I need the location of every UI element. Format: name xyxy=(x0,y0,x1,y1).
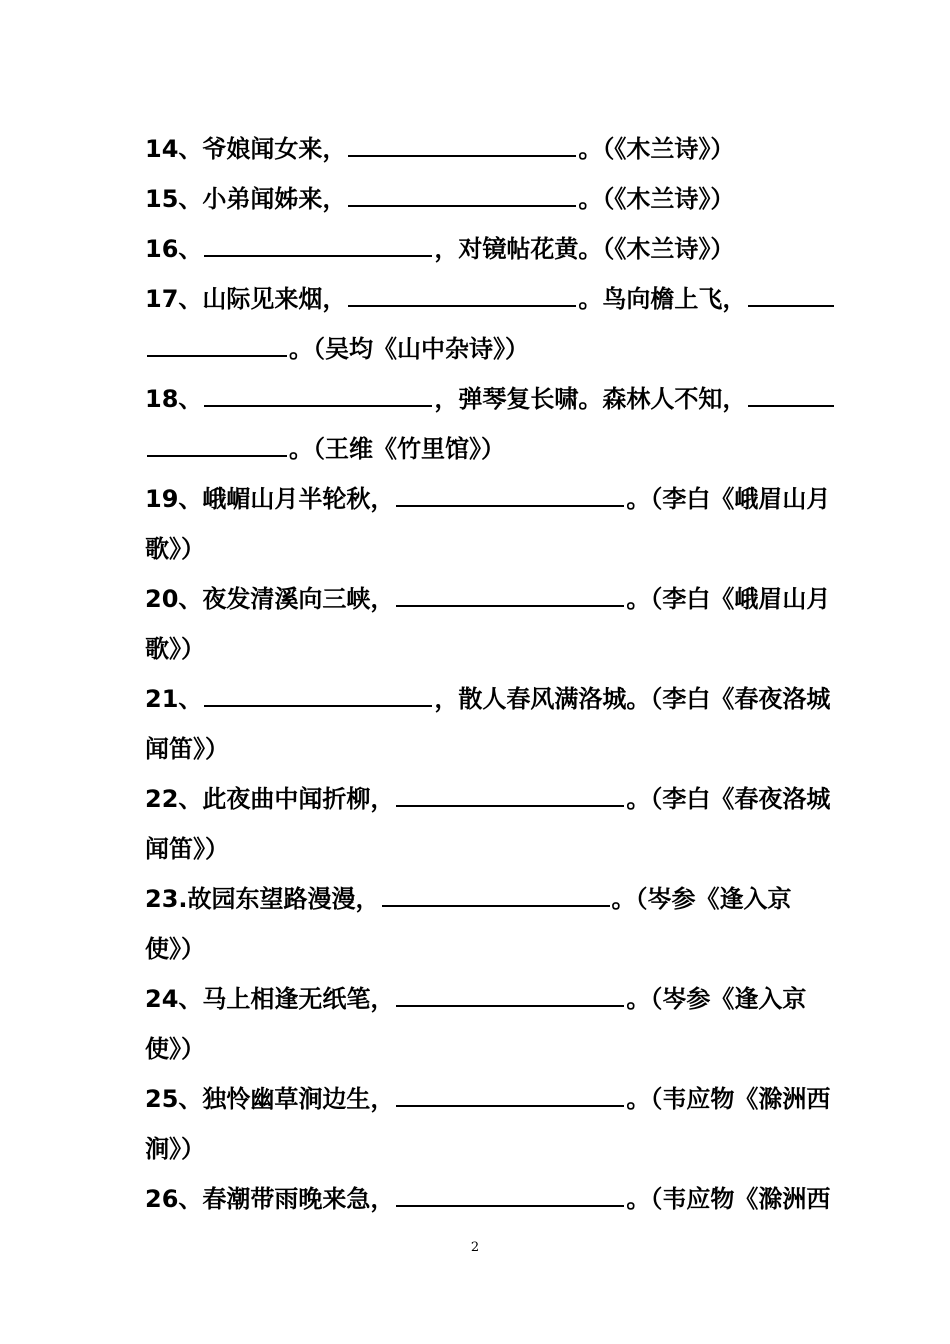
page-number: 2 xyxy=(470,1240,480,1255)
question-22 xyxy=(145,778,831,828)
question-source: 。（岑参《逢入京 xyxy=(626,985,807,1013)
answer-blank[interactable] xyxy=(396,983,624,1007)
question-text: 22、此夜曲中闻折柳， xyxy=(145,785,395,813)
question-18 xyxy=(145,378,810,428)
answer-blank[interactable] xyxy=(748,283,834,307)
answer-blank[interactable] xyxy=(348,183,576,207)
answer-blank[interactable] xyxy=(204,683,432,707)
question-text: 26、春潮带雨晚来急， xyxy=(145,1185,395,1213)
question-text: 23.故园东望路漫漫， xyxy=(145,885,380,913)
question-text: ，对镜帖花黄。（《木兰诗》） xyxy=(434,235,735,263)
question-number: 18、 xyxy=(145,385,203,413)
question-text: ，散人春风满洛城。（李白《春夜洛城 xyxy=(434,685,831,713)
question-24 xyxy=(145,978,810,1028)
question-text: 24、马上相逢无纸笔， xyxy=(145,985,395,1013)
question-26 xyxy=(145,1178,831,1228)
question-text-mid: ，弹琴复长啸。森林人不知， xyxy=(434,385,747,413)
question-20 xyxy=(145,578,831,628)
question-source: 。（王维《竹里馆》） xyxy=(289,435,505,463)
question-source: 。（《木兰诗》） xyxy=(578,185,735,213)
question-source-continued: 歌》） xyxy=(145,535,205,563)
question-number: 21、 xyxy=(145,685,203,713)
question-19 xyxy=(145,478,831,528)
question-source: 。（岑参《逢入京 xyxy=(611,885,792,913)
question-19-continued xyxy=(145,528,810,578)
question-source: 。（吴均《山中杂诗》） xyxy=(289,335,529,363)
question-source: 。（李白《峨眉山月 xyxy=(626,485,831,513)
answer-blank[interactable] xyxy=(382,883,610,907)
question-source: 。（李白《春夜洛城 xyxy=(626,785,831,813)
question-16 xyxy=(145,228,810,278)
answer-blank[interactable] xyxy=(204,383,432,407)
question-source: 。（韦应物《滁洲西 xyxy=(626,1085,831,1113)
question-text: 25、独怜幽草涧边生， xyxy=(145,1085,395,1113)
answer-blank[interactable] xyxy=(748,383,834,407)
answer-blank-continued[interactable] xyxy=(147,433,287,457)
question-text: 19、峨嵋山月半轮秋， xyxy=(145,485,395,513)
question-25-continued xyxy=(145,1128,810,1178)
answer-blank[interactable] xyxy=(396,1183,624,1207)
question-source-continued: 使》） xyxy=(145,1035,205,1063)
answer-blank[interactable] xyxy=(396,483,624,507)
question-number: 16、 xyxy=(145,235,203,263)
question-text-mid: 。鸟向檐上飞， xyxy=(578,285,747,313)
question-24-continued xyxy=(145,1028,810,1078)
answer-blank[interactable] xyxy=(396,583,624,607)
question-text: 20、夜发清溪向三峡， xyxy=(145,585,395,613)
answer-blank[interactable] xyxy=(396,1083,624,1107)
question-20-continued xyxy=(145,628,810,678)
answer-blank[interactable] xyxy=(348,133,576,157)
question-source-continued: 使》） xyxy=(145,935,205,963)
question-21 xyxy=(145,678,831,728)
question-source-continued: 涧》） xyxy=(145,1135,205,1163)
question-text: 14、爷娘闻女来， xyxy=(145,135,347,163)
question-21-continued xyxy=(145,728,810,778)
question-22-continued xyxy=(145,828,810,878)
question-15 xyxy=(145,178,810,228)
question-text: 15、小弟闻姊来， xyxy=(145,185,347,213)
answer-blank-continued[interactable] xyxy=(147,333,287,357)
question-list xyxy=(145,128,831,1228)
question-source-continued: 闻笛》） xyxy=(145,835,229,863)
question-source: 。（李白《峨眉山月 xyxy=(626,585,831,613)
question-source-continued: 闻笛》） xyxy=(145,735,229,763)
question-text: 17、山际见来烟， xyxy=(145,285,347,313)
answer-blank[interactable] xyxy=(348,283,576,307)
question-25 xyxy=(145,1078,831,1128)
answer-blank[interactable] xyxy=(204,233,432,257)
answer-blank[interactable] xyxy=(396,783,624,807)
question-18-continued xyxy=(145,428,810,478)
question-source-continued: 歌》） xyxy=(145,635,205,663)
question-23-continued xyxy=(145,928,810,978)
question-17 xyxy=(145,278,810,328)
question-17-continued xyxy=(145,328,810,378)
question-23 xyxy=(145,878,810,928)
question-source: 。（韦应物《滁洲西 xyxy=(626,1185,831,1213)
question-source: 。（《木兰诗》） xyxy=(578,135,735,163)
question-14 xyxy=(145,128,810,178)
